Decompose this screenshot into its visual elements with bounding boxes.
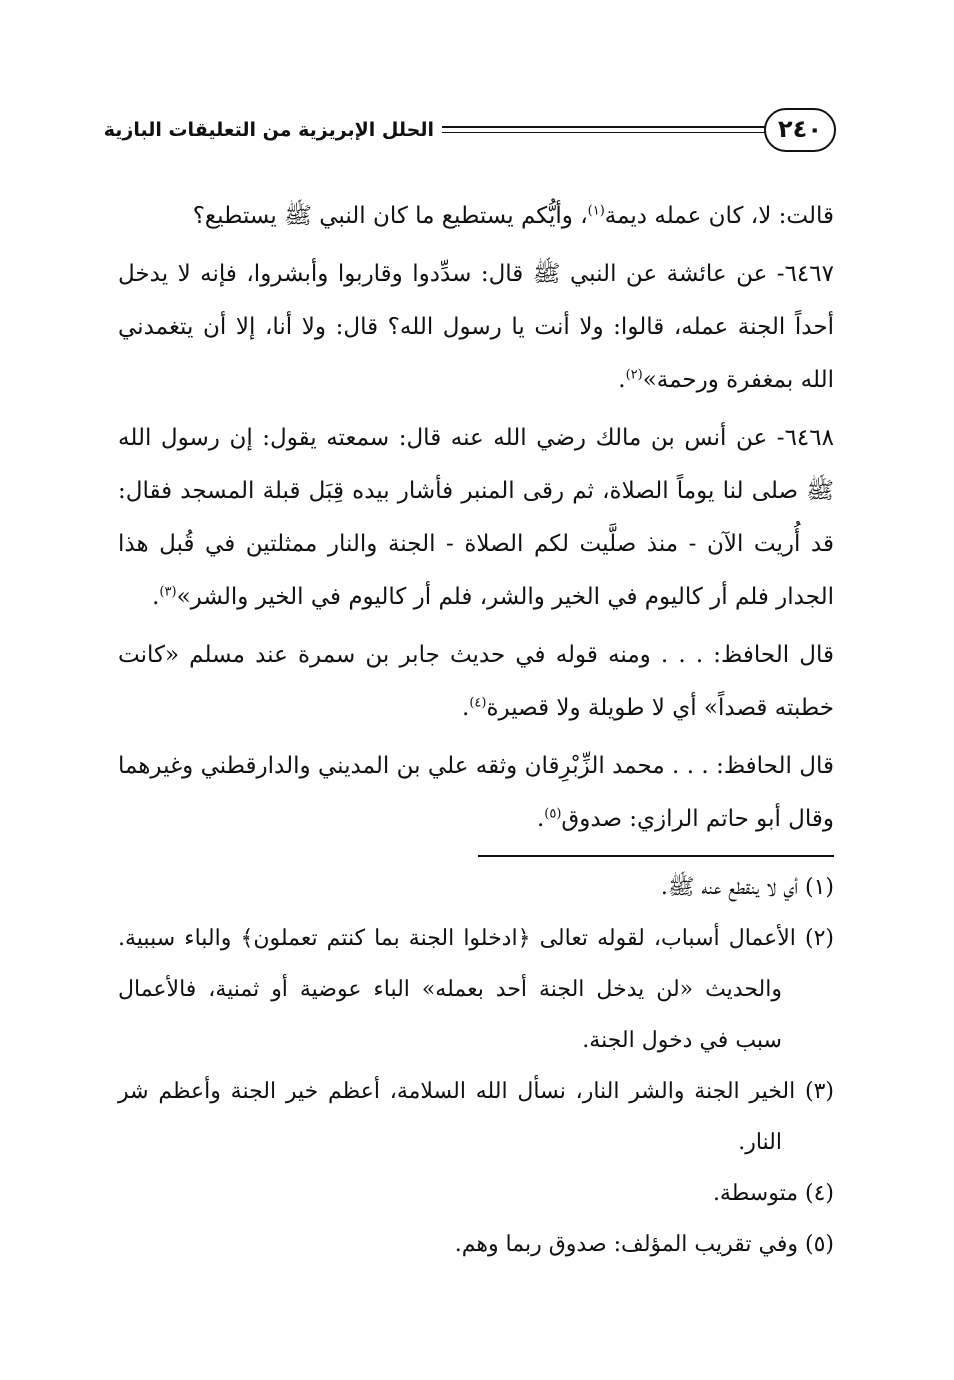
footnotes (118, 862, 834, 1270)
running-title: الحلل الإبريزية من التعليقات البازية (103, 119, 434, 141)
paragraph-text: قال الحافظ: . . . ومنه قوله في حديث جابر بن سمرة عند مسلم «كانت خطبته قصداً» أي لا طويلة ولا قصيرة (118, 642, 834, 721)
footnote-ref: (٣) (159, 584, 177, 600)
paragraph-text: قال الحافظ: . . . محمد الزِّبْرِقان وثقه علي بن المديني والدارقطني وغيرهما وقال أبو حاتم الرازي: صدوق (118, 753, 834, 832)
footnote-ref: (٥) (544, 806, 562, 822)
paragraph-text: ، وأيُّكم يستطيع ما كان النبي ﷺ يستطيع؟ (192, 203, 588, 229)
footnote-item: (٥) وفي تقريب المؤلف: صدوق ربما وهم. (454, 1232, 834, 1257)
paragraph (118, 629, 834, 735)
paragraph-text: . (618, 367, 626, 393)
paragraph-text: . (462, 695, 470, 721)
paragraph (118, 412, 834, 624)
footnote-ref: (٤) (469, 695, 487, 711)
footnote-item: (٤) متوسطة. (712, 1181, 834, 1206)
paragraph-text: ٦٤٦٨- عن أنس بن مالك رضي الله عنه قال: سمعته يقول: إن رسول الله ﷺ صلى لنا يوماً الصلاة، ثم رقى المنبر فأشار بيده قِبَل قبلة المسجد فقال: قد أُريت الآن - منذ صلَّيت لكم الصلاة - الجنة والنار ممثلتين في قُبل هذا الجدار فلم أر كاليوم في الخير والشر، فلم أر كاليوم في الخير والشر» (118, 425, 834, 610)
paragraph (118, 190, 834, 243)
paragraph (118, 248, 834, 407)
footnote-item: (١) أي لا ينقطع عنه ﷺ. (660, 875, 834, 900)
header-rule (442, 126, 766, 128)
paragraph-text: قالت: لا، كان عمله ديمة (604, 203, 834, 229)
page-header (103, 104, 836, 160)
footnote-ref: (٢) (625, 367, 643, 383)
header-rule-thin (442, 132, 766, 133)
page-number: ٢٤٠ (764, 108, 836, 152)
paragraph-text: . (536, 806, 545, 832)
footnote-separator (478, 855, 834, 857)
paragraph (118, 740, 834, 846)
footnote-ref: (١) (587, 203, 605, 219)
main-text (118, 190, 834, 851)
footnote-item: (٣) الخير الجنة والشر النار، نسأل الله السلامة، أعظم خير الجنة وأعظم شر النار. (118, 1079, 834, 1155)
paragraph-text: ٦٤٦٧- عن عائشة عن النبي ﷺ قال: سدِّدوا وقاربوا وأبشروا، فإنه لا يدخل أحداً الجنة عمله، قالوا: ولا أنت يا رسول الله؟ قال: ولا أنا، إلا أن يتغمدني الله بمغفرة ورحمة» (118, 261, 834, 393)
paragraph-text: . (152, 584, 160, 610)
footnote-item: (٢) الأعمال أسباب، لقوله تعالى ﴿ادخلوا الجنة بما كنتم تعملون﴾ والباء سببية. والحديث «لن يدخل الجنة أحد بعمله» الباء عوضية أو ثمنية، فالأعمال سبب في دخول الجنة. (118, 926, 834, 1053)
